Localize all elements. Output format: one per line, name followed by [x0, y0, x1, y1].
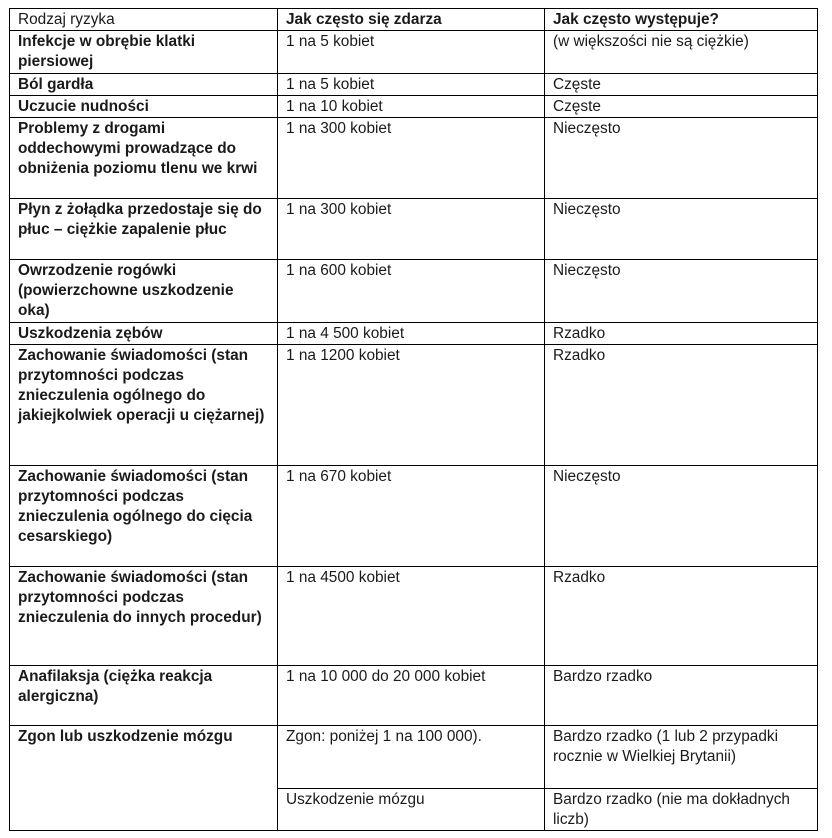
table-row	[10, 95, 818, 117]
frequency-cell: 1 na 4 500 kobiet	[278, 322, 545, 344]
frequency-cell: 1 na 300 kobiet	[278, 118, 545, 199]
table-row	[10, 73, 818, 95]
occurrence-cell: Rzadko	[545, 566, 818, 665]
occurrence-cell: Nieczęsto	[545, 260, 818, 323]
occurrence-cell: Nieczęsto	[545, 118, 818, 199]
frequency-cell: 1 na 4500 kobiet	[278, 566, 545, 665]
risk-cell: Infekcje w obrębie klatki piersiowej	[10, 31, 278, 73]
occurrence-cell: Bardzo rzadko	[545, 665, 818, 725]
occurrence-cell: Rzadko	[545, 344, 818, 465]
frequency-cell: 1 na 5 kobiet	[278, 31, 545, 73]
table-row	[10, 118, 818, 199]
frequency-cell: 1 na 670 kobiet	[278, 465, 545, 566]
frequency-cell: Uszkodzenie mózgu	[278, 788, 545, 830]
risk-cell: Zgon lub uszkodzenie mózgu	[10, 725, 278, 830]
frequency-cell: 1 na 1200 kobiet	[278, 344, 545, 465]
table-row	[10, 566, 818, 665]
risk-cell: Zachowanie świadomości (stan przytomności podczas znieczulenia ogólnego do cięcia cesarskiego)	[10, 465, 278, 566]
frequency-cell: Zgon: poniżej 1 na 100 000).	[278, 725, 545, 788]
risk-cell: Problemy z drogami oddechowymi prowadzące do obniżenia poziomu tlenu we krwi	[10, 118, 278, 199]
frequency-cell: 1 na 300 kobiet	[278, 199, 545, 260]
table-row	[10, 344, 818, 465]
table-row	[10, 665, 818, 725]
frequency-cell: 1 na 5 kobiet	[278, 73, 545, 95]
table-row	[10, 260, 818, 323]
occurrence-cell: Nieczęsto	[545, 199, 818, 260]
frequency-cell: 1 na 600 kobiet	[278, 260, 545, 323]
occurrence-cell: Częste	[545, 95, 818, 117]
header-frequency: Jak często się zdarza	[278, 9, 545, 31]
frequency-cell: 1 na 10 kobiet	[278, 95, 545, 117]
occurrence-cell: Rzadko	[545, 322, 818, 344]
risk-cell: Zachowanie świadomości (stan przytomności podczas znieczulenia ogólnego do jakiejkolwiek operacji u ciężarnej)	[10, 344, 278, 465]
risk-cell: Uszkodzenia zębów	[10, 322, 278, 344]
occurrence-cell: Bardzo rzadko (nie ma dokładnych liczb)	[545, 788, 818, 830]
table-row	[10, 199, 818, 260]
occurrence-cell: Nieczęsto	[545, 465, 818, 566]
frequency-cell: 1 na 10 000 do 20 000 kobiet	[278, 665, 545, 725]
table-row	[10, 725, 818, 788]
occurrence-cell: Bardzo rzadko (1 lub 2 przypadki rocznie w Wielkiej Brytanii)	[545, 725, 818, 788]
risk-cell: Anafilaksja (ciężka reakcja alergiczna)	[10, 665, 278, 725]
risk-cell: Zachowanie świadomości (stan przytomności podczas znieczulenia do innych procedur)	[10, 566, 278, 665]
header-occurrence: Jak często występuje?	[545, 9, 818, 31]
table-row	[10, 31, 818, 73]
table-header-row	[10, 9, 818, 31]
header-risk: Rodzaj ryzyka	[10, 9, 278, 31]
risk-table	[9, 8, 818, 831]
risk-cell: Owrzodzenie rogówki (powierzchowne uszkodzenie oka)	[10, 260, 278, 323]
table-row	[10, 465, 818, 566]
occurrence-cell: Częste	[545, 73, 818, 95]
risk-cell: Ból gardła	[10, 73, 278, 95]
table-row	[10, 322, 818, 344]
risk-cell: Uczucie nudności	[10, 95, 278, 117]
occurrence-cell: (w większości nie są ciężkie)	[545, 31, 818, 73]
risk-cell: Płyn z żołądka przedostaje się do płuc – ciężkie zapalenie płuc	[10, 199, 278, 260]
